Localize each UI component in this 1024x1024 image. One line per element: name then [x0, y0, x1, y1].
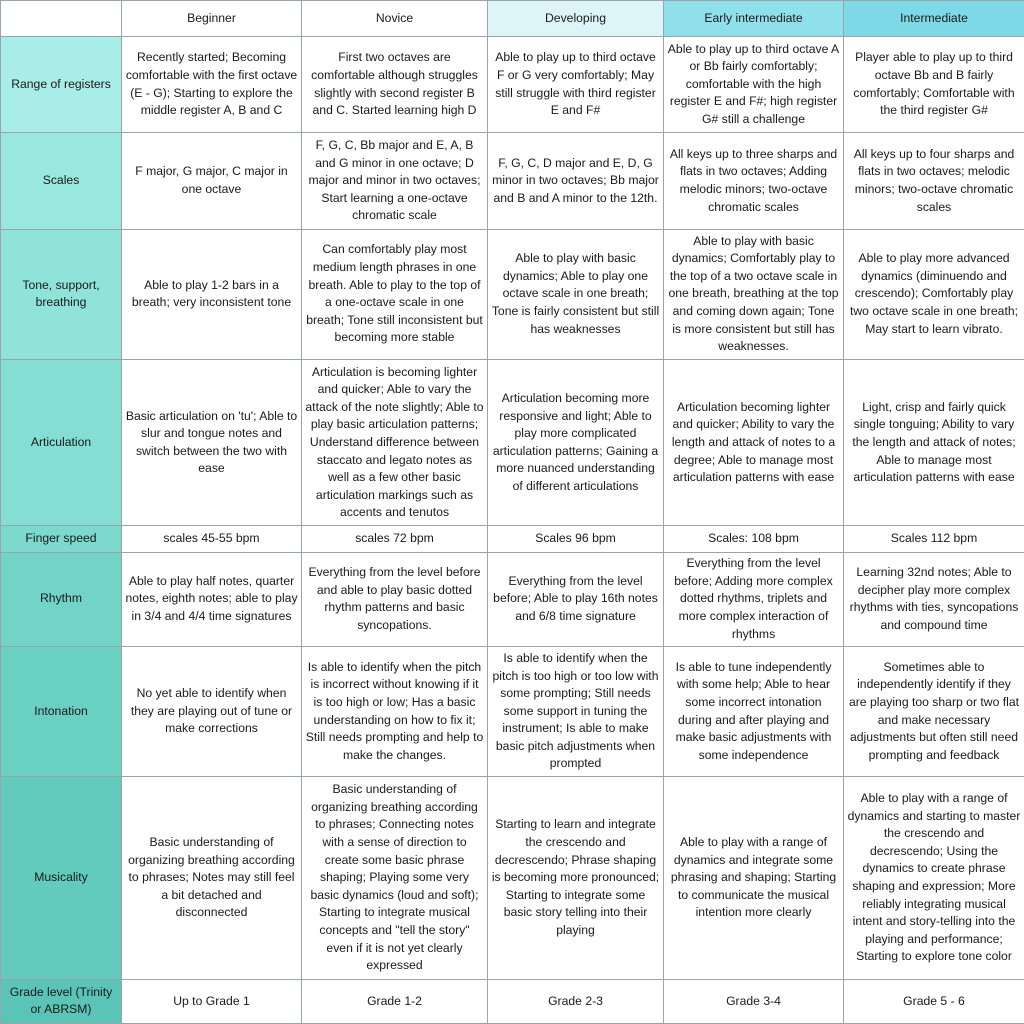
cell-intonation-early-intermediate: Is able to tune independently with some help; Able to hear some incorrect intonation during and after playing and make basic adjustments with some independence — [664, 646, 844, 776]
cell-tone-beginner: Able to play 1-2 bars in a breath; very inconsistent tone — [122, 229, 302, 359]
cell-speed-novice: scales 72 bpm — [302, 526, 488, 552]
cell-intonation-developing: Is able to identify when the pitch is too high or too low with some prompting; Still needs some support in tuning the instrument; Is able to make basic pitch adjustments when prompted — [488, 646, 664, 776]
row-label-scales: Scales — [1, 133, 122, 229]
row-label-finger-speed: Finger speed — [1, 526, 122, 552]
cell-articulation-beginner: Basic articulation on 'tu'; Able to slur and tongue notes and switch between the two with ease — [122, 359, 302, 526]
row-label-grade-level: Grade level (Trinity or ABRSM) — [1, 979, 122, 1023]
cell-tone-intermediate: Able to play more advanced dynamics (diminuendo and crescendo); Comfortably play two octave scale in one breath; May start to learn vibrato. — [844, 229, 1024, 359]
cell-grade-developing: Grade 2-3 — [488, 979, 664, 1023]
cell-grade-novice: Grade 1-2 — [302, 979, 488, 1023]
row-intonation — [1, 646, 1024, 776]
corner-cell — [1, 1, 122, 37]
row-finger-speed — [1, 526, 1024, 552]
cell-grade-intermediate: Grade 5 - 6 — [844, 979, 1024, 1023]
cell-grade-beginner: Up to Grade 1 — [122, 979, 302, 1023]
cell-musicality-early-intermediate: Able to play with a range of dynamics and integrate some phrasing and shaping; Starting to communicate the musical intention more clearly — [664, 777, 844, 980]
cell-intonation-beginner: No yet able to identify when they are playing out of tune or make corrections — [122, 646, 302, 776]
cell-range-early-intermediate: Able to play up to third octave A or Bb fairly comfortably; comfortable with the high register E and F#; high register G# still a challenge — [664, 37, 844, 133]
cell-scales-novice: F, G, C, Bb major and E, A, B and G minor in one octave; D major and minor in two octaves; Start learning a one-octave chromatic scale — [302, 133, 488, 229]
cell-range-beginner: Recently started; Becoming comfortable with the first octave (E - G); Starting to explore the middle register A, B and C — [122, 37, 302, 133]
column-header-early-intermediate: Early intermediate — [664, 1, 844, 37]
cell-rhythm-novice: Everything from the level before and able to play basic dotted rhythm patterns and basic syncopations. — [302, 552, 488, 646]
cell-articulation-novice: Articulation is becoming lighter and quicker; Able to vary the attack of the note slightly; Able to play basic articulation patterns; Understand difference between staccato and legato notes as well as a few other basic articulation markings such as accents and tenutos — [302, 359, 488, 526]
cell-articulation-intermediate: Light, crisp and fairly quick single tonguing; Ability to vary the length and attack of notes; Able to manage most articulation patterns with ease — [844, 359, 1024, 526]
cell-rhythm-beginner: Able to play half notes, quarter notes, eighth notes; able to play in 3/4 and 4/4 time signatures — [122, 552, 302, 646]
cell-musicality-beginner: Basic understanding of organizing breathing according to phrases; Notes may still feel a bit detached and disconnected — [122, 777, 302, 980]
cell-range-novice: First two octaves are comfortable although struggles slightly with second register B and C. Started learning high D — [302, 37, 488, 133]
cell-scales-beginner: F major, G major, C major in one octave — [122, 133, 302, 229]
cell-tone-novice: Can comfortably play most medium length phrases in one breath. Able to play to the top of a one-octave scale in one breath; Tone still inconsistent but becoming more stable — [302, 229, 488, 359]
cell-speed-developing: Scales 96 bpm — [488, 526, 664, 552]
cell-tone-developing: Able to play with basic dynamics; Able to play one octave scale in one breath; Tone is fairly consistent but still has weaknesses — [488, 229, 664, 359]
cell-rhythm-developing: Everything from the level before; Able to play 16th notes and 6/8 time signature — [488, 552, 664, 646]
row-label-musicality: Musicality — [1, 777, 122, 980]
cell-tone-early-intermediate: Able to play with basic dynamics; Comfortably play to the top of a two octave scale in one breath, breathing at the top and coming down again; Tone is more consistent but still has weaknesses. — [664, 229, 844, 359]
column-header-beginner: Beginner — [122, 1, 302, 37]
cell-musicality-developing: Starting to learn and integrate the crescendo and decrescendo; Phrase shaping is becoming more pronounced; Starting to integrate some basic story telling into their playing — [488, 777, 664, 980]
cell-scales-early-intermediate: All keys up to three sharps and flats in two octaves; Adding melodic minors; two-octave chromatic scales — [664, 133, 844, 229]
cell-rhythm-intermediate: Learning 32nd notes; Able to decipher play more complex rhythms with ties, syncopations and compound time — [844, 552, 1024, 646]
cell-range-intermediate: Player able to play up to third octave Bb and B fairly comfortably; Comfortable with the third register G# — [844, 37, 1024, 133]
row-label-tone-support-breathing: Tone, support, breathing — [1, 229, 122, 359]
cell-intonation-novice: Is able to identify when the pitch is incorrect without knowing if it is too high or low; Has a basic understanding on how to fix it; Still needs prompting and help to make the changes. — [302, 646, 488, 776]
cell-musicality-intermediate: Able to play with a range of dynamics and starting to master the crescendo and decrescendo; Using the dynamics to create phrase shaping and expression; More reliably integrating musical intent and story-telling into the playing and performance; Starting to explore tone color — [844, 777, 1024, 980]
row-scales — [1, 133, 1024, 229]
cell-scales-intermediate: All keys up to four sharps and flats in two octaves; melodic minors; two-octave chromatic scales — [844, 133, 1024, 229]
row-label-range-of-registers: Range of registers — [1, 37, 122, 133]
header-row — [1, 1, 1024, 37]
cell-grade-early-intermediate: Grade 3-4 — [664, 979, 844, 1023]
cell-musicality-novice: Basic understanding of organizing breathing according to phrases; Connecting notes with a sense of direction to create some basic phrase shaping; Playing some very basic dynamics (loud and soft); Starting to integrate musical concepts and "tell the story" even if it is not yet clearly expressed — [302, 777, 488, 980]
cell-rhythm-early-intermediate: Everything from the level before; Adding more complex dotted rhythms, triplets and more complex interaction of rhythms — [664, 552, 844, 646]
cell-intonation-intermediate: Sometimes able to independently identify if they are playing too sharp or two flat and make necessary adjustments but often still need prompting and feedback — [844, 646, 1024, 776]
cell-articulation-developing: Articulation becoming more responsive and light; Able to play more complicated articulation patterns; Gaining a more nuanced understanding of different articulations — [488, 359, 664, 526]
cell-scales-developing: F, G, C, D major and E, D, G minor in two octaves; Bb major and B and A minor to the 12th. — [488, 133, 664, 229]
cell-speed-beginner: scales 45-55 bpm — [122, 526, 302, 552]
cell-speed-intermediate: Scales 112 bpm — [844, 526, 1024, 552]
column-header-developing: Developing — [488, 1, 664, 37]
row-label-intonation: Intonation — [1, 646, 122, 776]
row-rhythm — [1, 552, 1024, 646]
cell-speed-early-intermediate: Scales: 108 bpm — [664, 526, 844, 552]
row-grade-level — [1, 979, 1024, 1023]
row-articulation — [1, 359, 1024, 526]
cell-articulation-early-intermediate: Articulation becoming lighter and quicker; Ability to vary the length and attack of notes to a degree; Able to manage most articulation patterns with ease — [664, 359, 844, 526]
row-musicality — [1, 777, 1024, 980]
column-header-intermediate: Intermediate — [844, 1, 1024, 37]
column-header-novice: Novice — [302, 1, 488, 37]
row-range-of-registers — [1, 37, 1024, 133]
row-label-articulation: Articulation — [1, 359, 122, 526]
row-label-rhythm: Rhythm — [1, 552, 122, 646]
cell-range-developing: Able to play up to third octave F or G very comfortably; May still struggle with third register E and F# — [488, 37, 664, 133]
row-tone-support-breathing — [1, 229, 1024, 359]
